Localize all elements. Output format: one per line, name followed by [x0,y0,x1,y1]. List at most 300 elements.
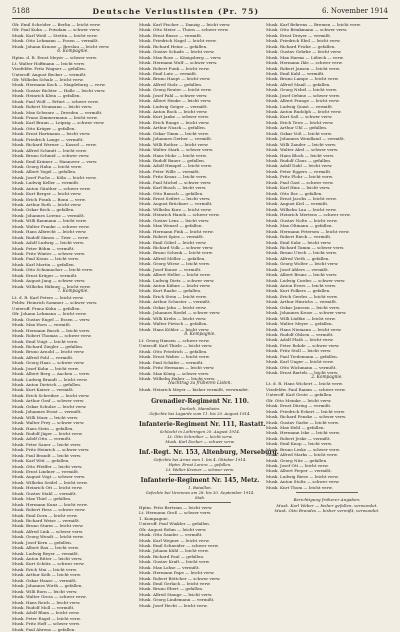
list-line: Musk. Rudolf Ohlsen — vermißt. [266,331,334,337]
list-line: Musk. Otto Sander — vermißt. [139,532,203,538]
divider [169,474,231,475]
list-line: Musk. Albert Prange — leicht verw. [266,98,340,104]
list-line: Musk. Rudolf Bauer — gefallen. [139,157,206,163]
footnote [266,497,388,513]
regiment-subline: Durlach, Mannheim. [179,405,221,411]
list-line: Musk. Bruno Leske — schwer verw. [266,446,341,452]
list-line: Musk. Heinrich Hauck — schwer verw. [139,212,220,218]
list-line: Musk. Otto Schumacher — leicht verw. [12,267,94,273]
list-line: Musk. Walter Meyer — gefallen. [266,321,333,327]
list-line: Musk. Walter Abel — schwer verw. [266,147,339,153]
list-line: Musk. Max Thiel — gefallen. [12,496,72,502]
section-heading: 8. Kompagnie. [184,331,216,337]
list-line: Musk. Paul Kraus — leicht verw. [12,256,80,262]
list-line: Musk. Hans Albrecht — leicht verw. [12,229,87,235]
list-line: Musk. Adolf Ludwig — leicht verw. [12,240,85,246]
list-line: Musk. Oskar Beck — gefallen. [12,207,75,213]
list-line: Musk. Bruno Ebert — gefallen. [139,586,204,592]
list-line: Musk. Hans Reich — leicht verw. [12,599,81,605]
list-line: Musk. Richard Weise — vermißt. [12,517,81,523]
list-line: Musk. Fritz Flohr — leicht verw. [266,174,334,180]
list-line: Musk. Alfred Stolz — gefallen. [139,81,203,87]
column-3 [266,22,388,604]
regiment-subline: Gefechte bei Lagarde vom 11. bis 20. August 1914. [149,410,251,416]
page-date: 6. November 1914 [321,7,388,15]
list-line: Musk. Fritz Winter — schwer verw. [12,250,86,256]
list-line: Musk. Otto Lehmann — Posen — vermißt. [12,38,99,44]
list-line: Musk. Gustav Nolte — leicht verw. [266,217,338,223]
section-heading: 6. Kompagnie. [57,49,89,55]
list-line: Musk. Ludwig Beyer — vermißt. [12,550,80,556]
list-line: Musk. Oskar Schulze — leicht verw. [12,403,87,409]
list-line: Musk. Karl Weiß — Stettin — leicht verw. [12,32,98,38]
list-line: Musk. Georg Wolter — leicht verw. [266,261,339,267]
list-line: Musk. Arthur Uhl — gefallen. [266,125,328,131]
list-line: Musk. Ernst Krüger — vermißt. [12,272,78,278]
list-line: Musk. Albert Heller — leicht verw. [139,272,211,278]
header-rule [12,18,388,19]
list-line: Musk. Willi Baumann — leicht verw. [12,218,87,224]
list-line: Unteroff. Paul Winkler — gefallen. [139,521,211,527]
list-line: Musk. Friedrich Eckert — leicht verw. [266,408,346,414]
list-line: Musk. Robert Spies — vermißt. [139,234,205,240]
list-line: Musk. August Kiel — vermißt. [266,201,329,207]
list-line: Musk. Gustav Gehrke — leicht verw. [266,49,342,55]
regiment-subline: Stab. [194,494,206,500]
list-line: Musk. Karl Fischer — Danzig — leicht verw. [139,22,231,27]
list-line: Musk. Richard Paul — gefallen. [139,553,205,559]
col1-group2 [12,295,134,632]
regiment-blocks [139,397,279,503]
divider [169,446,231,447]
list-line: Musk. Robert Jeske — vermißt. [266,435,331,441]
list-line: Musk. Emil Suhr — leicht verw. [266,239,332,245]
list-line: Musk. Richard Ziegler — gefallen. [12,343,84,349]
list-line: Musk. Willi Born — leicht verw. [12,588,78,594]
list-line: Musk. Josef Fuchs — Köln — leicht verw. [12,174,97,180]
list-line: Musk. Richard Heinz — gefallen. [139,43,208,49]
list-line: Musk. Albert Bruns — leicht verw. [266,272,338,278]
list-line: Musk. Kurt Raabe — gefallen. [139,288,202,294]
divider [169,395,231,396]
list-line: Hptm. Fritz Bertram — leicht verw. [139,504,213,510]
list-line: Musk. Kurt Schütz — schwer verw. [12,561,85,567]
divider [169,502,231,503]
list-line: Musk. Richard Volk — schwer verw. [139,244,214,250]
section-heading: 2. Kompagnie. [311,375,343,381]
list-line: Musk. August Vogt — schwer verw. [12,474,86,480]
list-line: Musk. Ludwig Riese — leicht verw. [266,473,339,479]
regiment-heading: Inf.-Regt. Nr. 153, Altenburg, Merseburg. [139,448,279,456]
list-line: Musk. Erich Runge — leicht verw. [139,119,210,125]
list-line: Musk. Max König — schwer verw. [139,370,210,376]
list-line: Musk. Kurt Kaiser — vermißt. [12,387,75,393]
list-line: Musk. Emil Schneider — schwer verw. [139,542,219,548]
list-line: Musk. Otto Pfeiffer — leicht verw. [12,463,83,469]
list-line: Musk. Robert Jansen — leicht verw. [266,65,341,71]
list-line: Musk. Walter Gross — schwer verw. [12,594,87,600]
list-line: Musk. Peter Eggers — vermißt. [266,168,332,174]
list-line: Musk. August Jung — schwer verw. [12,278,86,284]
list-line: Musk. Willi Krebs — leicht verw. [139,315,207,321]
list-line: Unteroff. Karl Grote — gefallen. [266,392,333,398]
col1-top [12,22,134,49]
list-line: Musk. Ludwig Dietz — schwer verw. [139,277,215,283]
list-line: Musk. Peter Engel — leicht verw. [12,615,81,621]
list-line: Musk. Otto Krüger — gefallen. [12,125,76,131]
list-line: Musk. Max Horn — vermißt. [12,322,72,328]
list-line: Musk. Emil Gerlach — leicht verw. [139,581,211,586]
list-line: Musk. Hermann Kunz — leicht verw. [12,501,88,507]
list-line: Musk. Georg Haas — schwer verw. [12,360,85,366]
list-line: Musk. Hermann Petersen — leicht verw. [266,228,350,234]
column-1 [12,22,134,632]
list-line: Musk. Otto Brinkmann — schwer verw. [266,27,348,33]
list-line: Musk. Max Oltmann — gefallen. [266,223,333,229]
list-line: Musk. Albert Vogel — gefallen. [12,169,77,175]
list-line: Musk. August Brückner — vermißt. [139,201,213,207]
list-line: Musk. Karl Unger — leicht verw. [266,359,334,365]
list-line: Musk. Hermann Iske — leicht verw. [266,430,341,436]
list-line: Musk. Ernst Lindner — vermißt. [12,469,80,474]
list-line: Musk. Peter Rohde — schwer verw. [266,342,340,348]
list-line: Musk. Emil Voigt — leicht verw. [12,338,79,344]
list-line: Musk. Heinrich Klein — gefallen. [12,93,81,99]
list-line: Vizefeldw. Fritz Wagner — gefallen. [12,66,87,72]
col2-group2 [139,338,261,382]
list-line: Musk. Richard Werner — Kassel — verw. [12,142,97,148]
list-line: Musk. Hermann Fink — leicht verw. [139,228,214,234]
list-line: Musk. Bruno Arnold — leicht verw. [12,349,85,355]
list-line: Musk. Adolf Otto — vermißt. [12,436,72,442]
regiment-subline: Hptm. Ernst Lorenz — gefallen. [168,461,232,467]
list-line: Musk. Ludwig Brandt — leicht verw. [12,376,88,382]
list-line: Musk. Bruno Haupt — leicht verw. [139,76,211,82]
list-line: Musk. Otto Brandes — bisher vermißt, verwundet. [274,508,380,514]
list-line: Musk. Hans Köhler — leicht verw. [139,326,210,332]
list-line: Musk. Wilhelm Kurz — leicht verw. [139,206,212,212]
list-line: Musk. Alfred Stange — leicht verw. [139,591,213,597]
list-line: Lt. Georg Hansen — schwer verw. [139,337,210,343]
list-line: Musk. Heinrich Ott — leicht verw. [12,485,83,491]
list-line: Musk. Alfred Pohl — vermißt. [12,354,74,360]
list-line: Lt. Hermann Groß — schwer verw. [139,510,212,516]
list-line: Musk. Albert Rau — leicht verw. [12,545,80,551]
list-line: Musk. Willi Marx — leicht verw. [12,414,79,420]
regiment-heading: Infanterie-Regiment Nr. 145, Metz. [140,476,260,484]
list-line: Musk. Erich Mai — leicht verw. [12,566,78,572]
list-line: Musk. Ludwig Quast — vermißt. [266,103,334,109]
list-line: Musk. Anton Kühne — leicht verw. [139,283,211,288]
list-line: Musk. Richard Fenske — schwer verw. [266,414,347,420]
list-line: Musk. Robert Funk — leicht verw. [139,65,210,71]
list-line: Musk. Anton Ritter — leicht verw. [12,556,83,561]
list-line: Musk. Friedrich Lange — vermißt. [12,136,84,142]
list-line: Musk. Ludwig Keller — vermißt. [12,180,80,186]
list-line: Musk. Kurt Folkers — gefallen. [266,288,331,294]
list-line: Musk. Anton Stoltz — schwer verw. [266,479,340,485]
list-line: Musk. Arthur Hinrichs — vermißt. [266,299,338,305]
list-line: Musk. Erich Tews — leicht verw. [266,119,334,125]
section-heading: Nachtrag zu früheren Listen. [168,381,232,387]
list-line: Musk. Adolf Plath — leicht verw. [266,337,334,343]
list-line: Musk. Robert Neumann — leicht verw. [12,104,93,110]
list-line: Musk. Erich Gerdes — leicht verw. [266,293,338,299]
list-line: Musk. Willi Zander — leicht verw. [266,141,337,147]
page-title: Deutsche Verlustlisten (Pr. 75) [92,6,260,16]
list-line: Musk. Rudolf Simon — Trier — verw. [12,234,89,240]
list-line: Musk. Georg Nebel — leicht verw. [266,87,338,93]
list-line: Musk. Otto Meier — Thorn — schwer verw. [139,27,229,33]
list-line: Musk. Robert Thomas — schwer verw. [12,333,92,339]
regiment-heading: Infanterie-Regiment Nr. 111, Rastatt. [139,420,266,428]
list-line: Musk. Adolf Hempel — leicht verw. [139,163,213,169]
list-line: Musk. Hans Niemann — leicht verw. [266,326,342,332]
list-line: Musk. Alfred Marks — leicht verw. [266,452,338,458]
list-line: Musk. Ernst Hartmann — leicht verw. [12,131,91,137]
list-line: Musk. Hans Stein — gefallen. [12,425,74,431]
list-line: Musk. Georg Reuter — leicht verw. [139,87,212,93]
list-line: Musk. Adolf Dahl — leicht verw. [266,163,333,169]
list-line: Musk. Otto Wichmann — vermißt. [266,364,337,370]
section-heading: 7. Kompagnie. [57,289,89,294]
list-line: Musk. Hans Mohr — leicht verw. [139,152,207,158]
list-line: Musk. Paul Michel — schwer verw. [139,179,212,185]
list-line: Musk. Robert Rieck — vermißt. [266,234,332,240]
col1-group1 [12,55,134,289]
list-line: Musk. Fritz Hermann — leicht verw. [139,365,215,371]
list-line: Musk. Ernst Busse — vermißt. [139,32,203,38]
list-line: Musk. Anton Dietrich — gefallen. [12,382,82,387]
regiment-subline: Musk. Karl Decker — schwer verw. [165,438,235,444]
list-line: Musk. Hermann Ihle — schwer verw. [266,60,343,66]
list-line: Gfr. Johann Lehmann — leicht verw. [12,311,87,317]
list-line: Musk. Karl Braun — Leipzig — schwer verw. [12,120,105,126]
list-line: Musk. Anton Rudolph — leicht verw. [266,109,342,114]
list-line: Unteroff. Karl Thiele — leicht verw. [139,343,213,349]
list-line: Musk. Erich Frank — Bonn — verw. [12,196,87,202]
list-line: Musk. Albert Henke — leicht verw. [139,98,212,104]
list-line: Musk. Arthur Noack — gefallen. [139,125,207,131]
list-line: Musk. Karl Weber — bisher gefallen, verwundet. [276,502,378,508]
list-line: Musk. Otto Rausch — gefallen. [139,190,204,196]
list-line: Musk. Paul Ahrens — gefallen. [12,626,76,632]
col3-group2 [266,381,388,490]
list-line: Musk. Friedrich Ebel — leicht verw. [266,38,341,44]
list-line: Lt. Walter Hoffmann — leicht verw. [12,60,86,66]
list-line: Musk. Karl Wegner — leicht verw. [139,537,210,543]
list-line: Musk. Emil Dorn — leicht verw. [12,512,78,518]
list-line: Musk. Peter Böhm — vermißt. [12,245,75,251]
list-line: Musk. Willi Lüdtke — leicht verw. [266,315,336,321]
list-line: Musk. Rudolf Claus — gefallen. [266,157,332,163]
list-line: Musk. Albert Berg — Aachen — verw. [12,371,91,377]
list-line: Musk. Max Schwarz — Dresden — vermißt. [12,109,103,115]
list-line: Musk. Wilhelm Seidel — leicht verw. [12,479,88,485]
list-line: Musk. Rudolf Moll — vermißt. [12,604,75,610]
list-line: Musk. Oskar Voß — leicht verw. [266,130,333,136]
list-line: Musk. Max Rose — Königsberg — verw. [139,54,222,60]
list-line: Musk. Kurt Thom — leicht verw. [266,484,333,490]
list-line: Musk. Robert Hess — schwer verw. [12,507,86,513]
list-line: Musk. Ernst Walter — leicht verw. [139,354,210,360]
list-line: Musk. Wilhelm Lau — leicht verw. [266,206,337,212]
list-line: Musk. Anton Evers — leicht verw. [266,283,337,288]
list-line: Musk. Gustav Richter — Halle — leicht verw. [12,87,106,93]
list-line: Musk. Wilhelm Huber — leicht verw. [139,376,216,381]
list-line: Musk. Alfred Möller — gefallen. [139,255,206,261]
page-number: 5188 [12,7,30,15]
list-line: Musk. Georg Wendt — leicht verw. [12,534,84,540]
regiment-subline: Lt. Otto Schreiber — leicht verw. [167,433,233,439]
list-line: Musk. Walter Pietsch — gefallen. [139,321,208,327]
list-line: Musk. Paul Schäfer — vermißt. [139,359,204,365]
list-line: Musk. Bruno Utech — leicht verw. [266,250,338,256]
list-line: Musk. Josef Hecht — leicht verw. [139,602,208,608]
col2-group1 [139,22,261,332]
list-line: Musk. Josef Ott — leicht verw. [266,463,329,468]
list-line: Musk. Emil Kahl — vermißt. [266,70,325,76]
list-line: Musk. Albert Pieper — vermißt. [266,468,332,474]
list-line: Musk. Gustav Lenz — leicht verw. [139,217,210,223]
list-line: Vizefeldw. Paul Ramm — schwer verw. [266,386,346,392]
list-line: Musk. Paul Wolf — Erfurt — schwer verw. [12,98,99,104]
list-line: Musk. Richard Fricke — gefallen. [266,43,336,49]
list-line: Gfr. Paul Kuhn — Potsdam — schwer verw. [12,27,101,33]
list-line: Musk. Johannes Kruse — schwer verw. [266,310,347,316]
divider [169,418,231,419]
list-line: Musk. Fritz Hoff — schwer verw. [12,621,81,627]
list-line: Musk. Bruno Schmid — schwer verw. [12,153,90,159]
list-line: Lt. d. R. Karl Peters — leicht verw. [12,295,84,300]
list-line: Musk. Oskar Janssen — leicht verw. [266,304,341,310]
note-line: Musk. Heinrich Meyer — bisher vermißt, verwundet. [139,387,250,393]
list-line: Musk. Willi Rother — leicht verw. [139,141,209,147]
list-line: Musk. Bruno Schenk — leicht verw. [139,250,213,256]
list-line: Musk. Walter Franke — schwer verw. [12,223,90,229]
list-line: Musk. Arthur Kolb — leicht verw. [12,572,82,578]
regiment-subline: Lt. Walter Kremer — schwer verw. [166,466,234,472]
list-line: Musk. Josef Kunze — vermißt. [139,266,202,272]
list-line: Musk. Ernst Dreyer — vermißt. [266,32,332,38]
list-line: Musk. Emil Göbel — leicht verw. [139,239,207,245]
list-line: Musk. Hermann Busch — leicht verw. [12,327,91,333]
list-line: Musk. Max Harms — Lübeck — verw. [266,54,344,60]
list-line: Musk. Karl Witt — gefallen. [12,458,70,464]
list-line: Gfr. Otto Meinke — leicht verw. [266,397,332,403]
list-line: Musk. Karl Hinz — leicht verw. [266,185,331,191]
list-line: Musk. Erich Stein — leicht verw. [139,293,207,299]
regiment-subline: 1. Bataillon. [188,484,212,490]
list-line: 1. Kompagnie. [139,515,169,521]
list-line: Musk. Johann Krause — Breslau — leicht verw. [12,43,110,49]
list-line: Musk. Hermann Wulf — schwer verw. [139,60,218,66]
list-line: Musk. Oskar Haase — vermißt. [12,577,77,583]
list-line: Musk. Arthur Schuster — vermißt. [139,299,211,305]
regiment-heading: Grenadier-Regiment Nr. 110. [151,397,249,405]
list-line: Musk. Josef Kuhn — leicht verw. [12,365,79,371]
list-line: Musk. Alfred Vieth — gefallen. [266,255,330,261]
list-line: Musk. Ernst Düring — vermißt. [266,403,332,409]
list-line: Musk. Josef Oehme — schwer verw. [266,92,341,98]
list-line: Musk. Johann Kühl — leicht verw. [139,548,209,554]
list-line: Musk. Hermann Pape — leicht verw. [139,570,215,576]
list-line: Musk. Alfred Link — schwer verw. [12,528,84,534]
list-line: Musk. Gustav Stahl — vermißt. [12,490,77,496]
list-line: Musk. Anton Günther — schwer verw. [12,185,91,191]
list-line: Unteroff. August Becker — vermißt. [12,71,87,77]
list-line: Musk. Johannes Wirth — gefallen. [12,583,83,589]
list-line: Musk. Georg Lindemann — vermißt. [139,597,215,603]
col3-group1 [266,22,388,375]
list-line: Musk. Johannes Ernst — vermißt. [12,409,82,415]
list-line: Musk. Johannes Wendland — vermißt. [266,136,346,142]
list-line: Musk. Adolf Blum — leicht verw. [12,610,80,616]
list-line: Musk. Georg Hahn — leicht verw. [12,163,82,169]
list-line: Musk. Karl Behrens — Bremen — leicht verw. [266,22,361,27]
list-line: Musk. Emil Lutz — vermißt. [139,70,198,76]
list-line: Musk. Robert Böttcher — schwer verw. [139,575,221,581]
column-2 [139,22,279,608]
list-line: Musk. Friedrich Nagel — leicht verw. [139,38,217,44]
divider [296,492,358,493]
list-line: Musk. Walter Frey — schwer verw. [12,420,85,426]
list-line: Musk. Gustav Kraft — leicht verw. [139,559,210,565]
list-line: Musk. Otto Ilse — gefallen. [266,190,323,196]
list-line: Musk. Ludwig Cordes — schwer verw. [266,277,346,283]
list-line: Musk. Wilhelm Hübner — leicht verw. [12,283,91,289]
list-line: Musk. Josef Pahl — schwer verw. [139,92,208,98]
list-line: Musk. Kurt Berger — leicht verw. [12,191,82,197]
list-line: Musk. Ernst Jacobs — leicht verw. [266,196,337,201]
list-line: Musk. Johannes Lorenz — vermißt. [12,212,85,218]
list-line: Feldw. Heinrich Sommer — schwer verw. [12,300,98,306]
list-line: Musk. Emil Krämer — Hannover — verw. [12,158,98,164]
list-line: Musk. Gustav Schade — leicht verw. [139,49,215,55]
list-line: Musk. Hermann Koch — Magdeburg — verw. [12,82,106,88]
list-line: Musk. Hans Block — leicht verw. [266,152,335,158]
list-line: Musk. Fritz Kranz — leicht verw. [139,174,208,180]
list-line: Musk. Max Wenzel — gefallen. [139,223,203,229]
list-line: Hptm. d. R. Ernst Meyer — schwer verw. [12,55,98,61]
list-line: Musk. Alfred Schmitt — leicht verw. [12,147,87,153]
list-line: Musk. Georg Nitz — gefallen. [266,457,328,463]
regiment-subline: Schlacht in Lothringen 20. August 1914. [159,428,241,434]
list-line: Musk. Karl Busch — leicht verw. [139,185,207,191]
list-line: Musk. Arthur Graf — schwer verw. [12,398,85,404]
list-line: Musk. Anton Bock — leicht verw. [139,109,208,114]
list-line: Musk. Kurt Saß — schwer verw. [266,114,333,120]
list-line: Musk. Otto Friedrich — gefallen. [139,348,208,354]
list-line: Musk. Johannes Gerber — vermißt. [139,136,213,142]
list-line: Musk. Emil Knop — leicht verw. [266,441,333,447]
list-line: Berichtigung früherer Angaben: [293,497,361,503]
list-line: Musk. Max Held — gefallen. [266,424,325,430]
page-header [12,5,388,17]
list-line: Musk. Arthur Roth — leicht verw. [12,202,82,207]
list-line: Musk. Erich Schreiber — leicht verw. [12,392,90,398]
list-line: Musk. Paul Brandt — leicht verw. [12,452,82,458]
list-line: Musk. Fritz Stoll — leicht verw. [266,348,332,354]
list-line: Musk. Paul Tiedemann — gefallen. [266,353,339,359]
list-line: Musk. Oskar Timm — leicht verw. [139,130,210,136]
list-line: Musk. Bruno Lampe — leicht verw. [266,76,339,82]
list-line: Musk. Oskar Jahn — leicht verw. [139,304,207,310]
list-line: Musk. Bruno Sturm — leicht verw. [12,523,84,529]
list-line: Gfr. Emil Schröder — Berlin — leicht verw. [12,22,101,27]
regiment-subline: Gefechte bei Arras vom 1. bis 4. Oktober 1914. [153,456,247,462]
list-line: Musk. Rudolf Jäger — leicht verw. [12,430,83,436]
